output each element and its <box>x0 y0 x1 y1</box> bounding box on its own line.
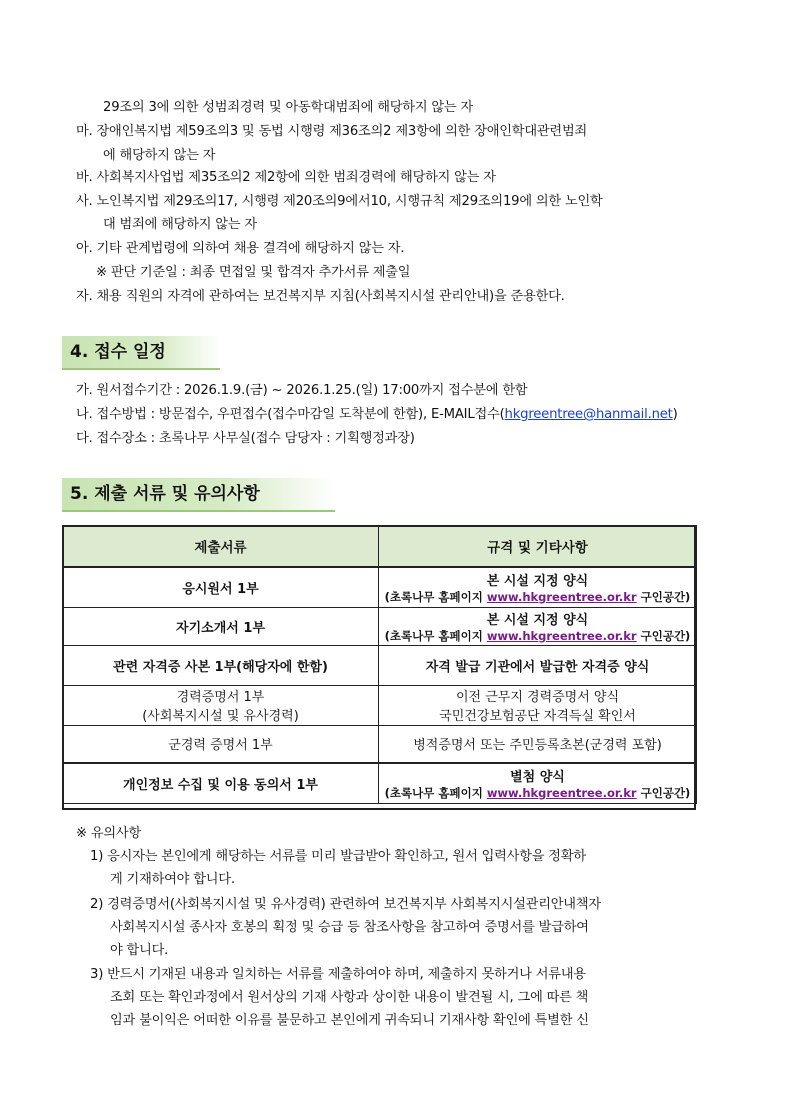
table-row <box>63 685 697 725</box>
note-main: 본 시설 지정 양식 <box>486 573 589 589</box>
schedule-method <box>76 403 678 422</box>
note-sub <box>383 785 692 801</box>
note-main: 별첨 양식 <box>510 769 565 785</box>
note-sub <box>383 589 692 605</box>
note-sub <box>383 628 692 644</box>
note-item: 2) 경력증명서(사회복지시설 및 유사경력) 관련하여 보건복지부 사회복지시설관리안내책자 <box>90 897 601 912</box>
table-header-row <box>63 526 697 568</box>
section-5-heading: 5. 제출 서류 및 유의사항 <box>62 478 335 512</box>
note-item-cont: 야 합니다. <box>110 943 169 958</box>
doc-cell: 관련 자격증 사본 1부(해당자에 한함) <box>63 645 379 685</box>
doc-line: (사회복지시설 및 유사경력) <box>142 709 299 724</box>
note-sub-prefix: (초록나무 홈페이지 <box>384 785 487 800</box>
email-link[interactable]: hkgreentree@hanmail.net <box>504 407 673 422</box>
doc-cell <box>63 685 379 725</box>
note-item: 1) 응시자는 본인에게 해당하는 서류를 미리 발급받아 확인하고, 원서 입력사항을 정확하 <box>90 849 586 864</box>
list-line: 29조의 3에 의한 성범죄경력 및 아동학대범죄에 해당하지 않는 자 <box>103 100 473 115</box>
doc-cell: 군경력 증명서 1부 <box>63 725 379 763</box>
note-item-cont: 게 기재하여야 합니다. <box>110 872 235 887</box>
note-cell <box>379 685 697 725</box>
table-row <box>63 607 697 645</box>
doc-cell: 응시원서 1부 <box>63 567 379 607</box>
list-line: 에 해당하지 않는 자 <box>103 148 216 163</box>
note-sub-prefix: (초록나무 홈페이지 <box>384 628 487 643</box>
note-cell <box>379 567 697 607</box>
note-cell: 자격 발급 기관에서 발급한 자격증 양식 <box>379 645 697 685</box>
list-item-ja: 자. 채용 직원의 자격에 관하여는 보건복지부 지침(사회복지시설 관리안내)을 준용한다. <box>76 289 565 304</box>
note-cell <box>379 763 697 803</box>
table-row <box>63 567 697 607</box>
homepage-link[interactable]: www.hkgreentree.or.kr <box>486 785 637 800</box>
documents-table <box>62 525 697 804</box>
note-main: 본 시설 지정 양식 <box>486 612 589 628</box>
note-cell: 병적증명서 또는 주민등록초본(군경력 포함) <box>379 725 697 763</box>
homepage-link[interactable]: www.hkgreentree.or.kr <box>486 589 637 604</box>
list-item-ma: 마. 장애인복지법 제59조의3 및 동법 시행령 제36조의2 제3항에 의한 장애인학대관련범죄 <box>76 124 588 139</box>
header-documents: 제출서류 <box>63 526 379 568</box>
note-item: 3) 반드시 기재된 내용과 일치하는 서류를 제출하여야 하며, 제출하지 못하거나 서류내용 <box>90 967 586 982</box>
note-item-cont: 임과 불이익은 어떠한 이유를 불문하고 본인에게 귀속되니 기재사항 확인에 특별한 신 <box>110 1013 589 1028</box>
table-row <box>63 645 697 685</box>
note-sub-suffix: 구인공간) <box>636 628 691 643</box>
note-cell <box>379 607 697 645</box>
note-sub-suffix: 구인공간) <box>636 589 691 604</box>
homepage-link[interactable]: www.hkgreentree.or.kr <box>486 628 637 643</box>
list-item-sa: 사. 노인복지법 제29조의17, 시행령 제20조의9에서10, 시행규칙 제29조의19에 의한 노인학 <box>76 194 603 209</box>
note-sub-suffix: 구인공간) <box>636 785 691 800</box>
notes-title: ※ 유의사항 <box>76 826 141 841</box>
note-item-cont: 사회복지시설 종사자 호봉의 획정 및 승급 등 참조사항을 참고하여 증명서를 발급하여 <box>110 920 589 935</box>
section-4-heading: 4. 접수 일정 <box>62 336 220 370</box>
schedule-method-text: 나. 접수방법 : 방문접수, 우편접수(접수마감일 도착분에 한함), E-MAIL접수( <box>76 407 505 422</box>
table-row <box>63 763 697 803</box>
doc-cell: 개인정보 수집 및 이용 동의서 1부 <box>63 763 379 803</box>
note-line: 이전 근무지 경력증명서 양식 <box>455 690 620 705</box>
doc-line: 경력증명서 1부 <box>176 690 265 705</box>
list-line: 대 범죄에 해당하지 않는 자 <box>103 217 257 232</box>
schedule-place: 다. 접수장소 : 초록나무 사무실(접수 담당자 : 기획행정과장) <box>76 431 415 446</box>
schedule-period: 가. 원서접수기간 : 2026.1.9.(금) ~ 2026.1.25.(일) 17:00까지 접수분에 한함 <box>76 383 528 398</box>
schedule-method-suffix: ) <box>672 407 678 422</box>
list-item-a: 아. 기타 관계법령에 의하여 채용 결격에 해당하지 않는 자. <box>76 241 405 256</box>
header-notes: 규격 및 기타사항 <box>379 526 697 568</box>
note-line: ※ 판단 기준일 : 최종 면접일 및 합격자 추가서류 제출일 <box>96 265 411 280</box>
list-item-ba: 바. 사회복지사업법 제35조의2 제2항에 의한 범죄경력에 해당하지 않는 자 <box>76 170 496 185</box>
note-sub-prefix: (초록나무 홈페이지 <box>384 589 487 604</box>
note-line: 국민건강보험공단 자격득실 확인서 <box>439 709 636 724</box>
doc-cell: 자기소개서 1부 <box>63 607 379 645</box>
note-item-cont: 조회 또는 확인과정에서 원서상의 기재 사항과 상이한 내용이 발견될 시, 그에 따른 책 <box>110 990 589 1005</box>
table-row <box>63 725 697 763</box>
